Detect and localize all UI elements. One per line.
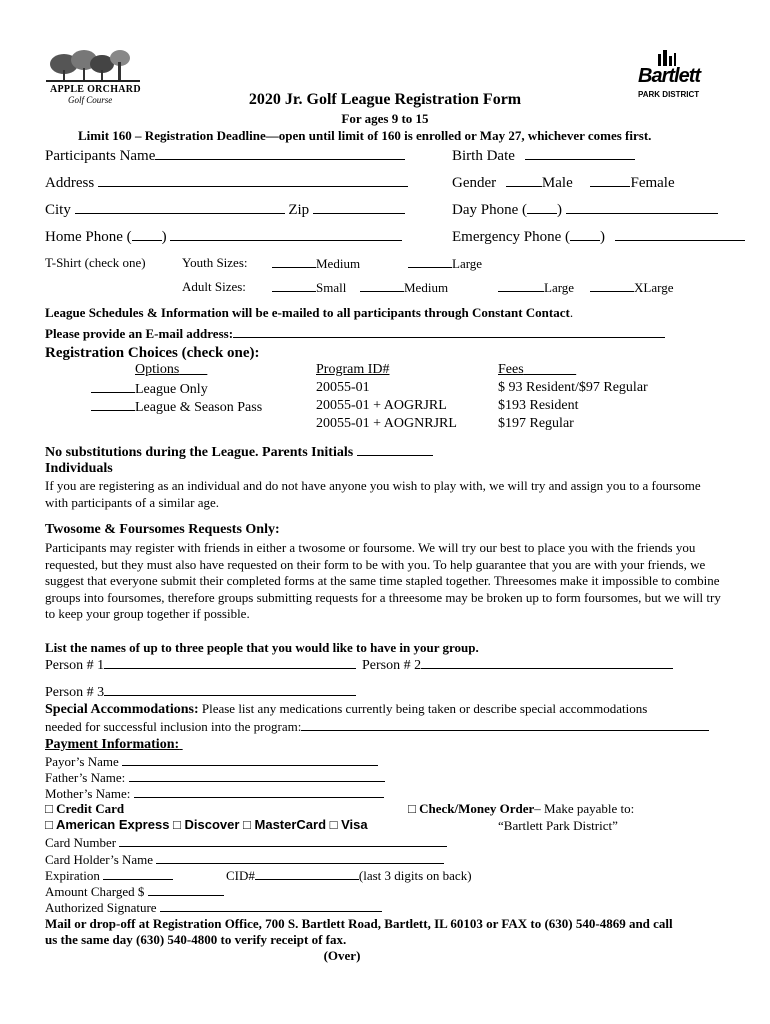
emergency-phone-field[interactable]: [452, 229, 745, 245]
adult-medium-option[interactable]: [360, 280, 448, 294]
special-accommodations-field[interactable]: [45, 719, 709, 733]
option-league-only[interactable]: [91, 381, 208, 397]
adult-xlarge-checkline[interactable]: [590, 280, 634, 292]
youth-large-option[interactable]: [408, 256, 482, 270]
league-only-checkline[interactable]: [91, 381, 135, 393]
adult-large-label: Large: [544, 280, 575, 295]
cid-label: CID#: [226, 868, 255, 883]
league-only-label: League Only: [135, 382, 208, 397]
emergency-phone-line[interactable]: [615, 229, 745, 241]
logo-text-apple-orchard: APPLE ORCHARD: [50, 84, 141, 95]
day-phone-line[interactable]: [566, 202, 718, 214]
emergency-phone-area-line[interactable]: [570, 229, 600, 241]
address-line[interactable]: [98, 175, 408, 187]
adult-sizes-label: Adult Sizes:: [182, 279, 246, 294]
option-league-season-pass[interactable]: [91, 399, 262, 415]
gender-label: Gender: [452, 175, 497, 191]
participants-name-label: Participants Name: [45, 148, 156, 164]
day-phone-paren: ): [557, 202, 562, 218]
parents-initials-line[interactable]: [357, 444, 433, 456]
tree-logo-icon: [44, 48, 144, 84]
options-header-text: Options: [135, 362, 180, 377]
birth-date-label: Birth Date: [452, 148, 515, 164]
youth-large-checkline[interactable]: [408, 256, 452, 268]
person-1-field[interactable]: [45, 657, 356, 673]
limit-deadline-note: Limit 160 – Registration Deadline—open until limit of 160 is enrolled or May 27, whichever comes first.: [78, 128, 652, 143]
special-text-1: Please list any medications currently being taken or describe special accommodations: [198, 701, 648, 716]
fees-header-text: Fees: [498, 362, 524, 377]
special-text-2: needed for successful inclusion into the program:: [45, 719, 302, 734]
birth-date-line[interactable]: [525, 148, 635, 160]
payee-name: “Bartlett Park District”: [498, 818, 618, 833]
mother-label: Mother’s Name:: [45, 786, 131, 801]
signature-label: Authorized Signature: [45, 900, 157, 915]
father-label: Father’s Name:: [45, 770, 126, 785]
adult-medium-label: Medium: [404, 280, 449, 295]
amount-line[interactable]: [148, 884, 224, 896]
amount-charged-field[interactable]: [45, 884, 224, 898]
male-label: Male: [541, 175, 573, 191]
logo-text-golf-course: Golf Course: [68, 95, 113, 105]
person-2-label: Person # 2: [362, 658, 422, 673]
person-1-label: Person # 1: [45, 658, 105, 673]
person-1-line[interactable]: [104, 657, 356, 669]
home-phone-field[interactable]: [45, 229, 402, 245]
program-id-1: 20055-01: [316, 380, 370, 395]
home-phone-label: Home Phone (: [45, 229, 132, 245]
cid-field[interactable]: [226, 868, 472, 882]
individuals-heading: Individuals: [45, 461, 113, 476]
home-phone-paren: ): [161, 229, 167, 245]
card-number-line[interactable]: [119, 835, 447, 847]
program-id-2: 20055-01 + AOGRJRL: [316, 398, 447, 413]
payment-heading: [45, 738, 183, 752]
league-email-note: [45, 306, 573, 319]
day-phone-area-line[interactable]: [527, 202, 557, 214]
form-title: 2020 Jr. Golf League Registration Form: [248, 91, 522, 108]
father-name-field[interactable]: [45, 770, 385, 784]
person-3-field[interactable]: [45, 684, 356, 700]
youth-large-label: Large: [452, 256, 483, 271]
tshirt-label: T-Shirt (check one): [45, 255, 146, 270]
day-phone-label: Day Phone (: [452, 202, 527, 218]
zip-line[interactable]: [313, 202, 405, 214]
card-number-field[interactable]: [45, 835, 447, 849]
registration-heading: Registration Choices (check one):: [45, 345, 260, 361]
gender-field[interactable]: [452, 175, 675, 191]
participants-name-line[interactable]: [155, 148, 405, 160]
check-money-order-checkbox[interactable]: [408, 802, 634, 815]
logo-text-bartlett: Bartlett: [638, 65, 701, 87]
youth-sizes-label: Youth Sizes:: [182, 255, 248, 270]
adult-small-option[interactable]: [272, 280, 346, 294]
address-label: Address: [45, 175, 95, 191]
adult-small-checkline[interactable]: [272, 280, 316, 292]
special-accommodations-line1: [45, 702, 647, 717]
check-label: □ Check/Money Order: [408, 801, 535, 816]
special-accommodations-line[interactable]: [301, 719, 709, 731]
male-checkline[interactable]: [506, 175, 542, 187]
program-id-3: 20055-01 + AOGNRJRL: [316, 416, 457, 431]
card-type-options[interactable]: □ American Express □ Discover □ MasterCard □ Visa: [45, 817, 368, 832]
person-2-line[interactable]: [421, 657, 673, 669]
adult-large-checkline[interactable]: [498, 280, 544, 292]
parents-initials-field[interactable]: [45, 444, 433, 460]
signature-line[interactable]: [160, 900, 382, 912]
email-line[interactable]: [233, 326, 665, 338]
amount-label: Amount Charged $: [45, 884, 145, 899]
home-phone-line[interactable]: [170, 229, 402, 241]
adult-small-label: Small: [316, 280, 347, 295]
cid-line[interactable]: [255, 868, 359, 880]
card-holder-field[interactable]: [45, 852, 444, 866]
adult-xlarge-label: XLarge: [634, 280, 674, 295]
father-line[interactable]: [129, 770, 385, 782]
authorized-signature-field[interactable]: [45, 900, 382, 914]
over-note: (Over): [323, 948, 361, 963]
logo-text-park-district: PARK DISTRICT: [638, 90, 700, 99]
options-column-header: [135, 363, 225, 377]
special-heading: Special Accommodations:: [45, 702, 199, 717]
youth-medium-option[interactable]: [272, 256, 360, 270]
payor-name-field[interactable]: [45, 754, 378, 768]
ages-subtitle: For ages 9 to 15: [341, 111, 429, 126]
fee-1: $ 93 Resident/$97 Regular: [498, 380, 648, 395]
credit-card-checkbox[interactable]: □ Credit Card: [45, 801, 125, 816]
adult-large-option[interactable]: [498, 280, 574, 294]
league-email-note-text: League Schedules & Information will be e-mailed to all participants through Constant Contact: [45, 305, 570, 320]
participants-name-field[interactable]: [45, 148, 405, 164]
card-holder-line[interactable]: [156, 852, 444, 864]
fee-3: $197 Regular: [498, 416, 574, 431]
twosome-heading: Twosome & Foursomes Requests Only:: [45, 522, 280, 537]
youth-medium-checkline[interactable]: [272, 256, 316, 268]
individuals-paragraph: If you are registering as an individual and do not have anyone you wish to play with, we will try and assign you to a foursome with participants of a similar age.: [45, 478, 701, 510]
person-2-field[interactable]: [362, 657, 673, 673]
expiration-label: Expiration: [45, 868, 100, 883]
mother-line[interactable]: [134, 786, 384, 798]
expiration-field[interactable]: [45, 868, 173, 882]
group-heading: List the names of up to three people that you would like to have in your group.: [45, 640, 479, 655]
home-phone-area-line[interactable]: [132, 229, 162, 241]
card-number-label: Card Number: [45, 835, 117, 850]
birth-date-field[interactable]: [452, 148, 635, 164]
email-label: Please provide an E-mail address:: [45, 326, 234, 341]
city-line[interactable]: [75, 202, 285, 214]
adult-medium-checkline[interactable]: [360, 280, 404, 292]
check-note: – Make payable to:: [534, 801, 635, 816]
league-email-period: .: [569, 305, 574, 320]
card-holder-label: Card Holder’s Name: [45, 852, 154, 867]
fees-column-header: [498, 363, 576, 377]
mother-name-field[interactable]: [45, 786, 384, 800]
day-phone-field[interactable]: [452, 202, 718, 218]
email-field[interactable]: [45, 326, 665, 340]
expiration-line[interactable]: [103, 868, 173, 880]
person-3-line[interactable]: [104, 684, 356, 696]
female-checkline[interactable]: [590, 175, 630, 187]
substitutions-text: No substitutions during the League. Parents Initials: [45, 445, 354, 460]
city-field[interactable]: [45, 202, 405, 218]
emergency-phone-paren: ): [600, 229, 606, 245]
mail-instructions-line1: Mail or drop-off at Registration Office, 700 S. Bartlett Road, Bartlett, IL 60103 or FAX to (630) 540-4869 and call: [45, 916, 673, 931]
address-field[interactable]: [45, 175, 408, 191]
mail-instructions-line2: us the same day (630) 540-4800 to verify receipt of fax.: [45, 932, 347, 947]
cid-note: (last 3 digits on back): [358, 868, 472, 883]
person-3-label: Person # 3: [45, 685, 105, 700]
payment-heading-text: Payment Information:: [45, 737, 180, 752]
payor-label: Payor’s Name: [45, 754, 119, 769]
youth-medium-label: Medium: [316, 256, 361, 271]
city-label: City: [45, 202, 71, 218]
payor-line[interactable]: [122, 754, 378, 766]
emergency-phone-label: Emergency Phone (: [452, 229, 571, 245]
zip-label: Zip: [288, 202, 310, 218]
fee-2: $193 Resident: [498, 398, 579, 413]
female-label: Female: [630, 175, 675, 191]
league-season-label: League & Season Pass: [135, 400, 263, 415]
adult-xlarge-option[interactable]: [590, 280, 673, 294]
program-column-header: Program ID#: [316, 362, 390, 377]
league-season-checkline[interactable]: [91, 399, 135, 411]
twosome-paragraph: Participants may register with friends in either a twosome or foursome. We will try our best to place you with the friends you requested, but they must also have requested on their form to be with you. To help guarantee that you are with your friends, we suggest that everyone submit their completed forms at the same time stapled together. Threesomes make it impossible to combine groups into foursomes, therefore groups submitting requests for a threesome may be broken up to form foursomes, but we will try to keep your group together if possible.: [45, 540, 721, 621]
